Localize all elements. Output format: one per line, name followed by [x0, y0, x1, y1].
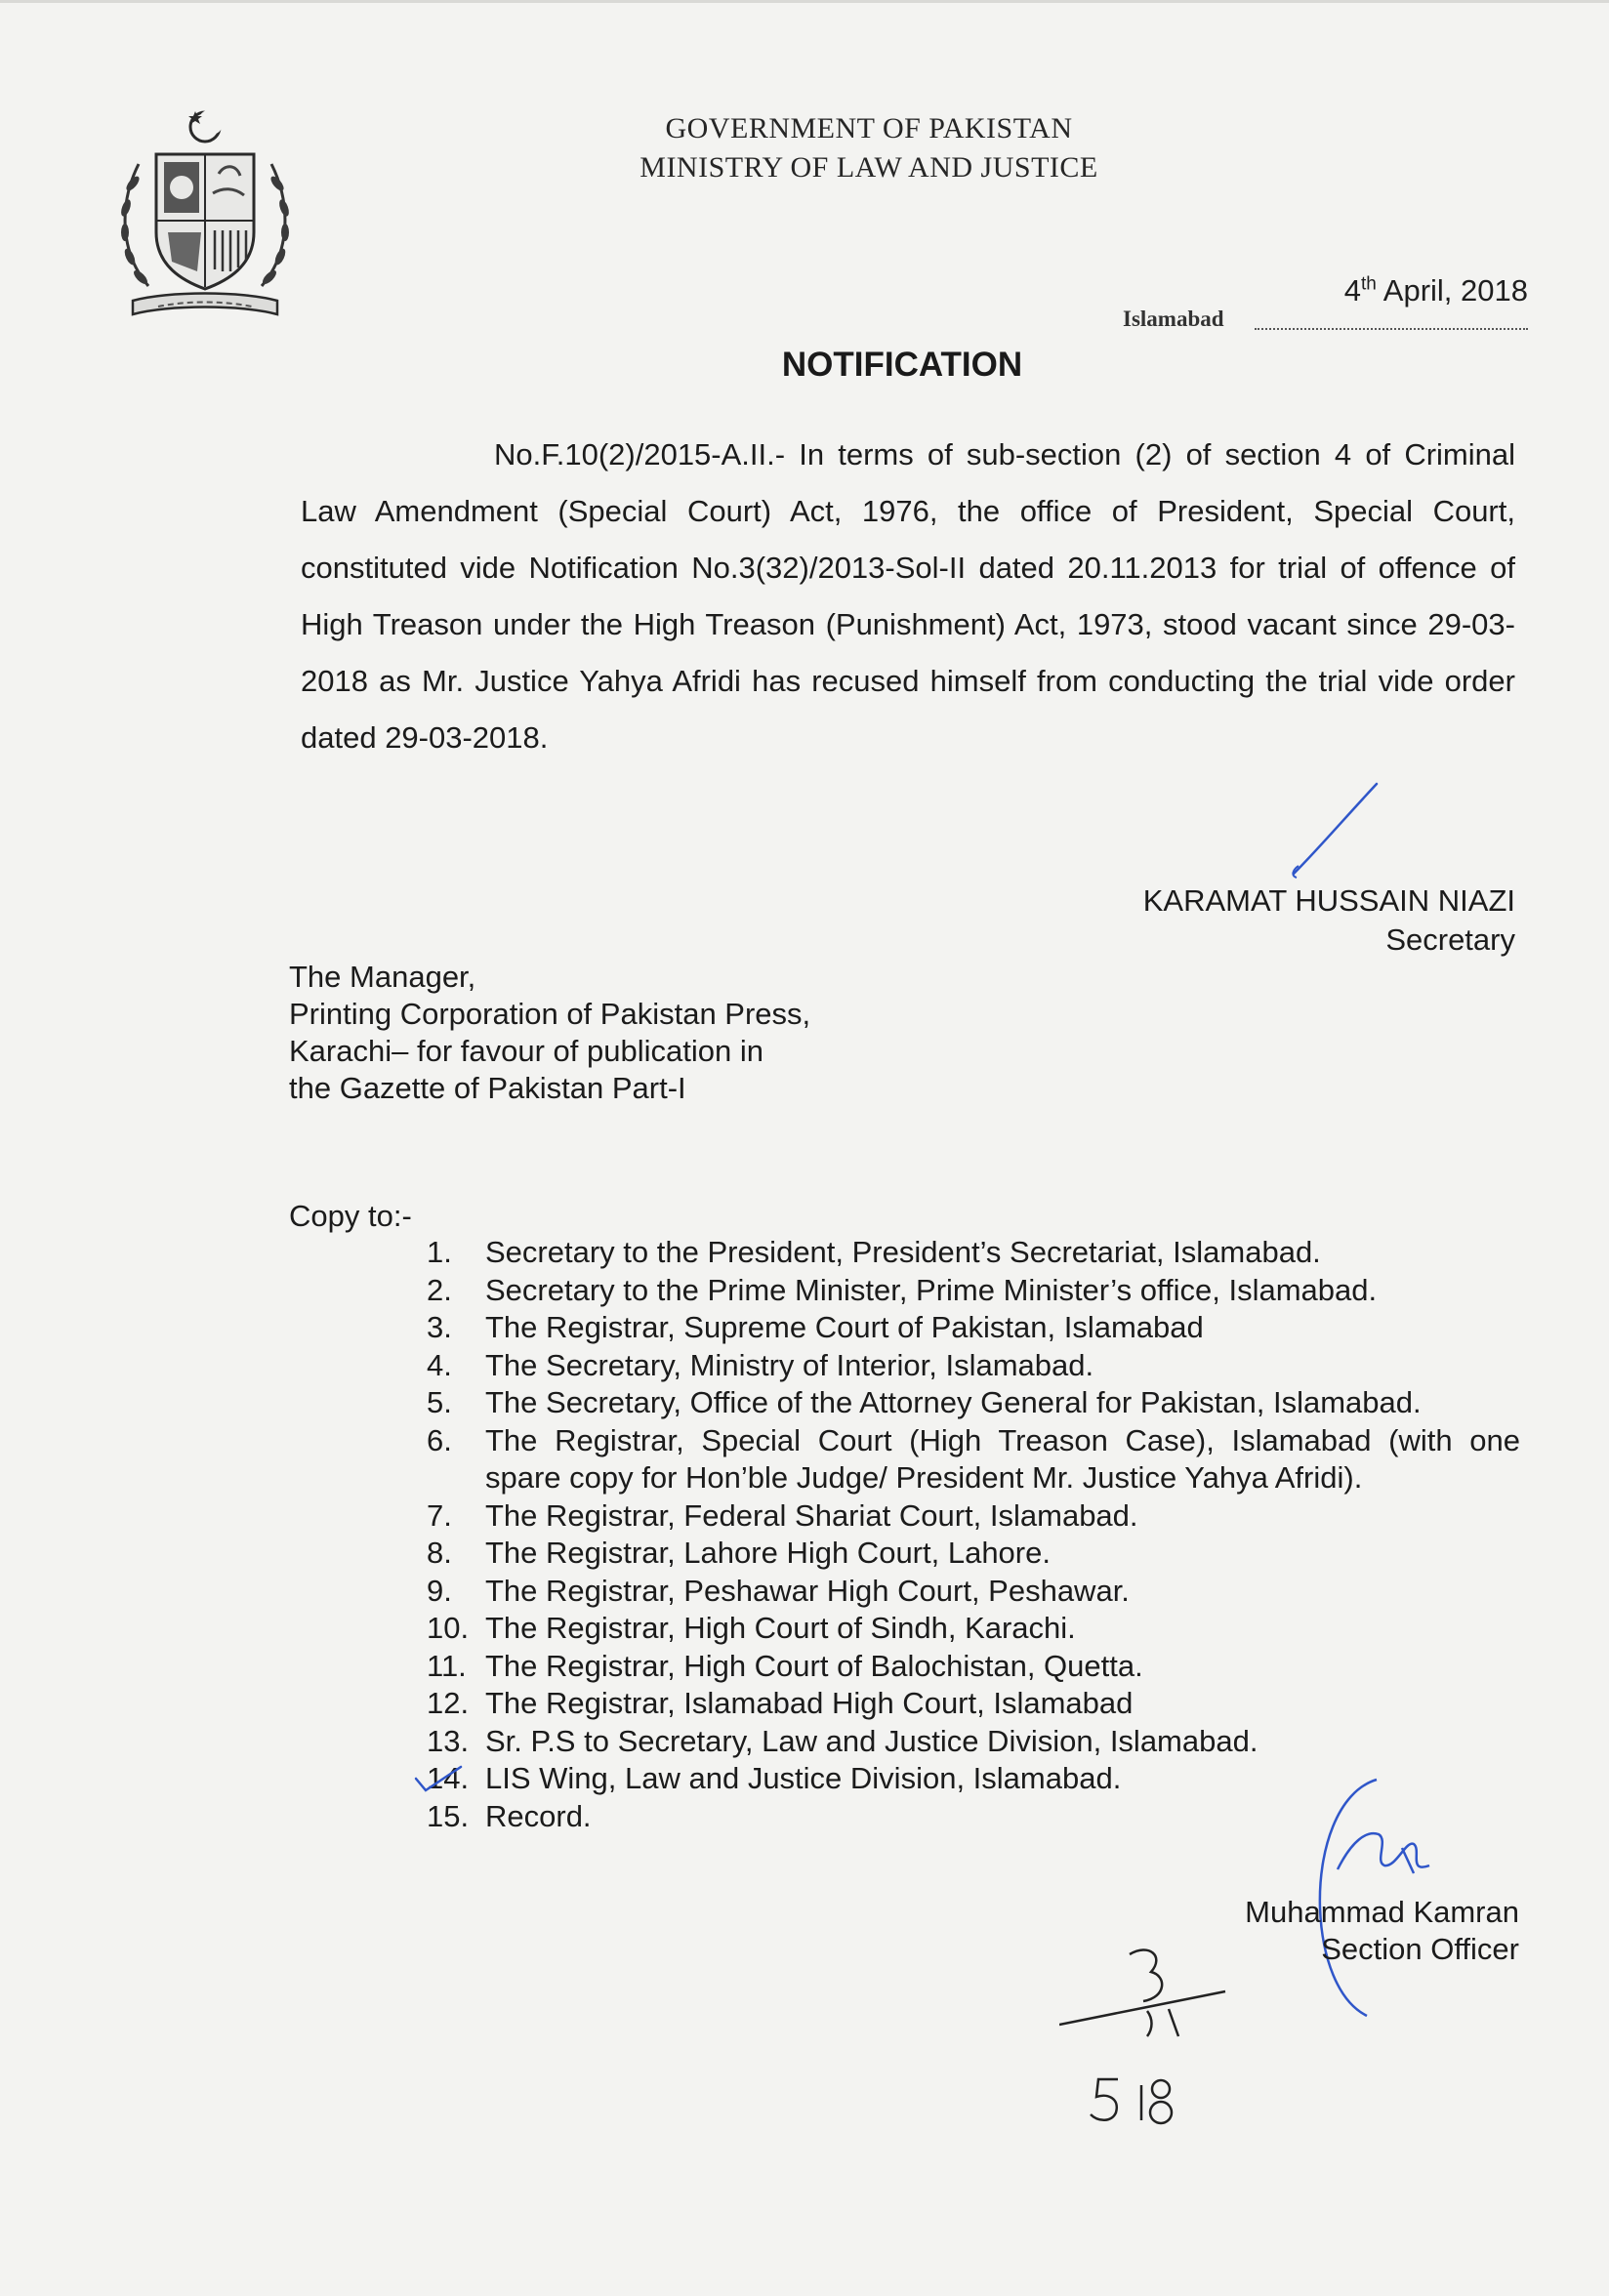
header-ministry: MINISTRY OF LAW AND JUSTICE [639, 151, 1098, 184]
list-item-number: 13. [427, 1723, 470, 1758]
addressee-line: Karachi– for favour of publication in [289, 1034, 763, 1068]
header-government: GOVERNMENT OF PAKISTAN [665, 112, 1073, 144]
list-item [427, 1384, 1520, 1422]
list-item [427, 1347, 1520, 1385]
addressee-line: The Manager, [289, 960, 476, 994]
date-line [1123, 273, 1528, 336]
list-item [427, 1723, 1520, 1761]
list-item-text: Secretary to the Prime Minister, Prime Minister’s office, Islamabad. [485, 1272, 1378, 1307]
list-item-number: 11. [427, 1648, 467, 1683]
list-item-number: 10. [427, 1611, 470, 1645]
tick-mark-icon [414, 1765, 463, 1794]
list-item-number: 7. [427, 1497, 452, 1533]
addressee-block [289, 959, 810, 1107]
list-item [427, 1309, 1520, 1347]
list-item [427, 1272, 1520, 1310]
list-item [427, 1573, 1520, 1611]
list-item-number: 4. [427, 1347, 452, 1382]
government-header [527, 109, 1211, 187]
date-day: 4 [1343, 273, 1362, 308]
state-emblem-icon [109, 105, 301, 326]
list-item-text: The Registrar, Supreme Court of Pakistan, Islamabad [485, 1310, 1204, 1344]
secretary-name: KARAMAT HUSSAIN NIAZI [1142, 883, 1515, 918]
secretary-designation: Secretary [1385, 922, 1515, 957]
date-dotted-line [1255, 328, 1528, 330]
list-item [427, 1234, 1520, 1272]
list-item-text: The Secretary, Office of the Attorney General for Pakistan, Islamabad. [485, 1385, 1422, 1419]
date-month-year: April, 2018 [1382, 273, 1528, 308]
section-officer-signature-block [1245, 1894, 1519, 1968]
list-item-number: 9. [427, 1573, 452, 1608]
list-item-number: 15. [427, 1798, 470, 1833]
list-item-text: The Registrar, Islamabad High Court, Islamabad [485, 1686, 1134, 1720]
copy-to-label: Copy to:- [289, 1199, 412, 1233]
list-item-text: LIS Wing, Law and Justice Division, Islamabad. [485, 1761, 1122, 1795]
list-item-number: 2. [427, 1272, 452, 1307]
date-day-suffix: th [1361, 273, 1377, 295]
list-item-text: The Registrar, High Court of Sindh, Karachi. [485, 1611, 1076, 1645]
notification-body: No.F.10(2)/2015-A.II.- In terms of sub-section (2) of section 4 of Criminal Law Amendment (Special Court) Act, 1976, the office of President, Special Court, constituted vide Notification No.3(32)/2013-Sol-II dated 20.11.2013 for trial of offence of High Treason under the High Treason (Punishment) Act, 1973, stood vacant since 29-03-2018 as Mr. Justice Yahya Afridi has recused himself from conducting the trial vide order dated 29-03-2018. [301, 437, 1515, 755]
list-item-number: 3. [427, 1310, 452, 1344]
list-item-number: 5. [427, 1385, 452, 1419]
list-item-number: 6. [427, 1422, 452, 1457]
notification-title: NOTIFICATION [781, 346, 1023, 384]
list-item-text: The Registrar, Federal Shariat Court, Islamabad. [485, 1497, 1138, 1533]
list-item [427, 1648, 1520, 1686]
list-item [427, 1422, 1520, 1497]
top-edge-line [0, 0, 1609, 3]
copy-to-list [427, 1234, 1520, 1835]
handwritten-annotation-icon [1059, 1943, 1245, 2138]
list-item-text: The Registrar, High Court of Balochistan, Quetta. [485, 1648, 1143, 1683]
list-item-number: 8. [427, 1536, 452, 1570]
list-item [427, 1535, 1520, 1573]
list-item-text: The Registrar, Peshawar High Court, Peshawar. [485, 1573, 1130, 1608]
list-item [427, 1610, 1520, 1648]
section-officer-designation: Section Officer [1321, 1932, 1519, 1966]
list-item-text: The Registrar, Lahore High Court, Lahore. [485, 1536, 1051, 1570]
list-item [427, 1685, 1520, 1723]
list-item-text: The Secretary, Ministry of Interior, Islamabad. [485, 1347, 1094, 1382]
addressee-line: the Gazette of Pakistan Part-I [289, 1071, 686, 1105]
date-value [1344, 273, 1528, 308]
list-item-text: The Registrar, Special Court (High Treason Case), Islamabad (with one spare copy for Hon’ble Judge/ President Mr. Justice Yahya Afridi). [485, 1422, 1520, 1495]
addressee-line: Printing Corporation of Pakistan Press, [289, 997, 811, 1031]
list-item-text: Secretary to the President, President’s Secretariat, Islamabad. [485, 1235, 1321, 1269]
list-item-number: 12. [427, 1686, 470, 1720]
list-item-text: Sr. P.S to Secretary, Law and Justice Division, Islamabad. [485, 1723, 1258, 1758]
list-item-text: Record. [485, 1798, 592, 1833]
secretary-signature-block [1143, 882, 1515, 960]
place-label: Islamabad [1123, 307, 1224, 331]
secretary-signature-icon [1269, 776, 1386, 883]
section-officer-name: Muhammad Kamran [1245, 1895, 1519, 1929]
list-item [427, 1497, 1520, 1536]
list-item-number: 1. [427, 1235, 452, 1269]
list-item-number: 14. [427, 1761, 470, 1795]
